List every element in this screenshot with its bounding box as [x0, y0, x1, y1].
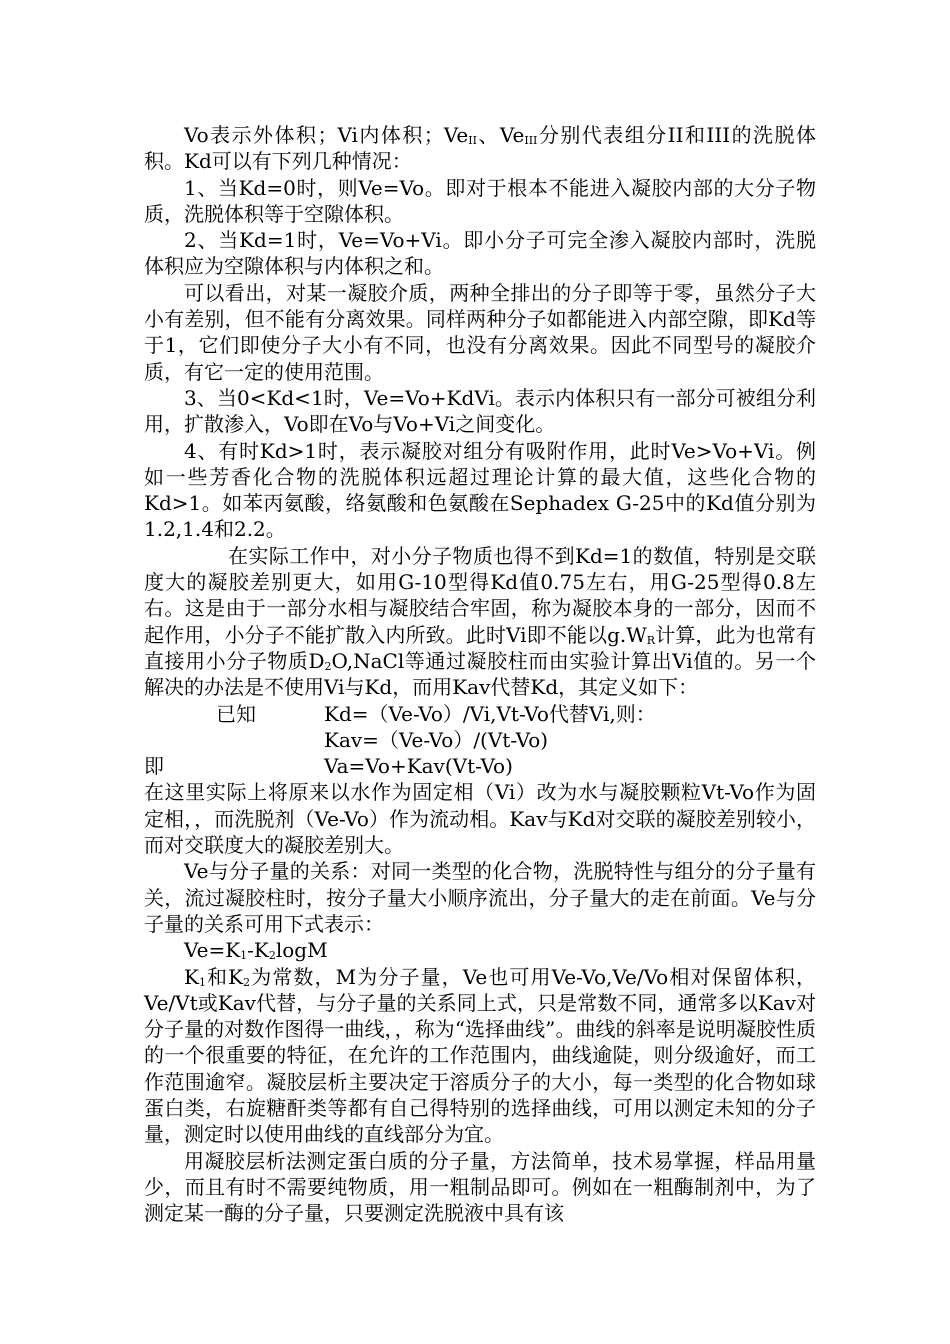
equation-3: 即 Va=Vo+Kav(Vt-Vo)	[144, 754, 513, 779]
equation-label-thus: 即	[144, 754, 164, 779]
paragraph-7: 在实际工作中，对小分子物质也得不到Kd=1的数值，特别是交联度大的凝胶差别更大，如用G-10型得Kd值0.75左右，用G-25型得0.8左右。这是由于一部分水相与凝胶结合牢固，称为凝胶本身的一部分，因而不起作用，小分子不能扩散入内所致。此时Vi即不能以$g.W_R$计算，此为也常有直接用小分子物质$D_2O,NaCl$等通过凝胶柱而由实验计算出Vi值的。另一个解决的办法是不使用Vi与Kd，而用Kav代替Kd，其定义如下：	[144, 543, 816, 700]
paragraph-4: 可以看出，对某一凝胶介质，两种全排出的分子即等于零，虽然分子大小有差别，但不能有分离效果。同样两种分子如都能进入内部空隙，即Kd等于1，它们即使分子大小有不同，也没有分离效果。因此不同型号的凝胶介质，有它一定的使用范围。	[144, 280, 816, 384]
equation-label-known: 已知	[216, 701, 256, 726]
paragraph-2: 1、当Kd=0时，则Ve=Vo。即对于根本不能进入凝胶内部的大分子物质，洗脱体积等于空隙体积。	[144, 175, 816, 226]
equation-2: Kav=（Ve-Vo）/(Vt-Vo)	[324, 727, 549, 752]
paragraph-9: Ve与分子量的关系：对同一类型的化合物，洗脱特性与组分的分子量有关，流过凝胶柱时，按分子量大小顺序流出，分子量大的走在前面。Ve与分子量的关系可用下式表示：	[144, 859, 816, 936]
formula-ve: $Ve=K_1-K_2\log M$	[184, 938, 328, 963]
paragraph-6: 4、有时Kd>1时，表示凝胶对组分有吸附作用，此时Ve>Vo+Vi。例如一些芳香化合物的洗脱体积远超过理论计算的最大值，这些化合物的Kd>1。如苯丙氨酸，络氨酸和色氨酸在Sephadex G-25中的Kd值分别为1.2,1.4和2.2。	[144, 438, 816, 542]
document-body	[144, 122, 816, 1226]
paragraph-10: $K_1$和$K_2$为常数，M为分子量，Ve也可用Ve-Vo,Ve/Vo相对保留体积，Ve/Vt或Kav代替，与分子量的关系同上式，只是常数不同，通常多以Kav对分子量的对数作图得一曲线，，称为“选择曲线”。曲线的斜率是说明凝胶性质的一个很重要的特征，在允许的工作范围内，曲线逾陡，则分级逾好，而工作范围逾窄。凝胶层析主要决定于溶质分子的大小，每一类型的化合物如球蛋白类，右旋糖酐类等都有自己得特别的选择曲线，可用以测定未知的分子量，测定时以使用曲线的直线部分为宜。	[144, 964, 816, 1147]
paragraph-5: 3、当0<Kd<1时，Ve=Vo+KdVi。表示内体积只有一部分可被组分利用，扩散渗入，Vo即在Vo与Vo+Vi之间变化。	[144, 385, 816, 437]
paragraph-11: 用凝胶层析法测定蛋白质的分子量，方法简单，技术易掌握，样品用量少，而且有时不需要纯物质，用一粗制品即可。例如在一粗酶制剂中，为了测定某一酶的分子量，只要测定洗脱液中具有该	[144, 1148, 816, 1226]
paragraph-3: 2、当Kd=1时，Ve=Vo+Vi。即小分子可完全渗入凝胶内部时，洗脱体积应为空隙体积与内体积之和。	[144, 228, 816, 279]
paragraph-1: Vo表示外体积；Vi内体积；$Ve_{II}$、$Ve_{III}$分别代表组分II和III的洗脱体积。Kd可以有下列几种情况：	[144, 123, 816, 174]
equation-1: 已知 Kd=（Ve-Vo）/Vi,Vt-Vo代替Vi,则：	[144, 701, 816, 727]
paragraph-8: 在这里实际上将原来以水作为固定相（Vi）改为水与凝胶颗粒Vt-Vo作为固定相，，而洗脱剂（Ve-Vo）作为流动相。Kav与Kd对交联的凝胶差别较小，而对交联度大的凝胶差别大。	[144, 780, 816, 858]
